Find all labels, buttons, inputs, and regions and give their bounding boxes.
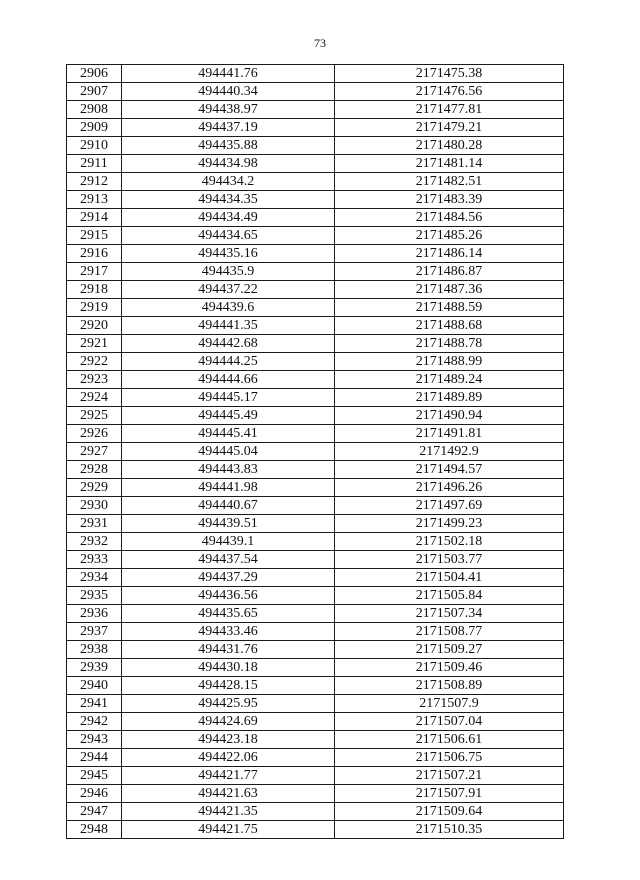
x-coordinate-cell: 494425.95: [122, 695, 335, 713]
y-coordinate-cell: 2171494.57: [335, 461, 564, 479]
table-row: [67, 209, 564, 227]
point-number-cell: 2923: [67, 371, 122, 389]
y-coordinate-cell: 2171488.78: [335, 335, 564, 353]
x-coordinate-cell: 494424.69: [122, 713, 335, 731]
y-coordinate-cell: 2171502.18: [335, 533, 564, 551]
x-coordinate-cell: 494421.35: [122, 803, 335, 821]
x-coordinate-cell: 494444.25: [122, 353, 335, 371]
y-coordinate-cell: 2171489.89: [335, 389, 564, 407]
x-coordinate-cell: 494435.9: [122, 263, 335, 281]
point-number-cell: 2946: [67, 785, 122, 803]
x-coordinate-cell: 494437.54: [122, 551, 335, 569]
table-row: [67, 101, 564, 119]
y-coordinate-cell: 2171507.04: [335, 713, 564, 731]
point-number-cell: 2910: [67, 137, 122, 155]
point-number-cell: 2916: [67, 245, 122, 263]
point-number-cell: 2924: [67, 389, 122, 407]
x-coordinate-cell: 494437.29: [122, 569, 335, 587]
point-number-cell: 2938: [67, 641, 122, 659]
x-coordinate-cell: 494435.65: [122, 605, 335, 623]
y-coordinate-cell: 2171475.38: [335, 65, 564, 83]
y-coordinate-cell: 2171508.89: [335, 677, 564, 695]
point-number-cell: 2919: [67, 299, 122, 317]
y-coordinate-cell: 2171506.61: [335, 731, 564, 749]
table-row: [67, 155, 564, 173]
x-coordinate-cell: 494423.18: [122, 731, 335, 749]
x-coordinate-cell: 494435.88: [122, 137, 335, 155]
point-number-cell: 2937: [67, 623, 122, 641]
table-row: [67, 479, 564, 497]
point-number-cell: 2915: [67, 227, 122, 245]
x-coordinate-cell: 494435.16: [122, 245, 335, 263]
x-coordinate-cell: 494434.35: [122, 191, 335, 209]
x-coordinate-cell: 494428.15: [122, 677, 335, 695]
point-number-cell: 2932: [67, 533, 122, 551]
table-row: [67, 65, 564, 83]
y-coordinate-cell: 2171476.56: [335, 83, 564, 101]
table-row: [67, 317, 564, 335]
x-coordinate-cell: 494431.76: [122, 641, 335, 659]
x-coordinate-cell: 494440.67: [122, 497, 335, 515]
y-coordinate-cell: 2171486.14: [335, 245, 564, 263]
x-coordinate-cell: 494445.04: [122, 443, 335, 461]
point-number-cell: 2939: [67, 659, 122, 677]
table-row: [67, 263, 564, 281]
x-coordinate-cell: 494441.35: [122, 317, 335, 335]
table-row: [67, 767, 564, 785]
point-number-cell: 2943: [67, 731, 122, 749]
table-row: [67, 623, 564, 641]
y-coordinate-cell: 2171509.64: [335, 803, 564, 821]
point-number-cell: 2929: [67, 479, 122, 497]
point-number-cell: 2936: [67, 605, 122, 623]
x-coordinate-cell: 494439.1: [122, 533, 335, 551]
point-number-cell: 2933: [67, 551, 122, 569]
x-coordinate-cell: 494430.18: [122, 659, 335, 677]
table-row: [67, 371, 564, 389]
table-row: [67, 173, 564, 191]
table-row: [67, 299, 564, 317]
y-coordinate-cell: 2171486.87: [335, 263, 564, 281]
table-row: [67, 425, 564, 443]
y-coordinate-cell: 2171504.41: [335, 569, 564, 587]
table-row: [67, 821, 564, 839]
point-number-cell: 2926: [67, 425, 122, 443]
table-row: [67, 245, 564, 263]
point-number-cell: 2918: [67, 281, 122, 299]
y-coordinate-cell: 2171492.9: [335, 443, 564, 461]
x-coordinate-cell: 494445.17: [122, 389, 335, 407]
y-coordinate-cell: 2171477.81: [335, 101, 564, 119]
y-coordinate-cell: 2171507.34: [335, 605, 564, 623]
y-coordinate-cell: 2171484.56: [335, 209, 564, 227]
x-coordinate-cell: 494438.97: [122, 101, 335, 119]
point-number-cell: 2927: [67, 443, 122, 461]
y-coordinate-cell: 2171479.21: [335, 119, 564, 137]
x-coordinate-cell: 494445.41: [122, 425, 335, 443]
y-coordinate-cell: 2171481.14: [335, 155, 564, 173]
table-row: [67, 677, 564, 695]
x-coordinate-cell: 494434.98: [122, 155, 335, 173]
point-number-cell: 2941: [67, 695, 122, 713]
y-coordinate-cell: 2171488.59: [335, 299, 564, 317]
y-coordinate-cell: 2171482.51: [335, 173, 564, 191]
x-coordinate-cell: 494441.76: [122, 65, 335, 83]
table-row: [67, 83, 564, 101]
table-row: [67, 569, 564, 587]
x-coordinate-cell: 494444.66: [122, 371, 335, 389]
point-number-cell: 2944: [67, 749, 122, 767]
point-number-cell: 2934: [67, 569, 122, 587]
y-coordinate-cell: 2171483.39: [335, 191, 564, 209]
x-coordinate-cell: 494421.75: [122, 821, 335, 839]
table-row: [67, 731, 564, 749]
table-row: [67, 227, 564, 245]
table-row: [67, 641, 564, 659]
point-number-cell: 2921: [67, 335, 122, 353]
table-row: [67, 749, 564, 767]
coordinates-table: [66, 64, 564, 839]
x-coordinate-cell: 494442.68: [122, 335, 335, 353]
table-row: [67, 515, 564, 533]
y-coordinate-cell: 2171499.23: [335, 515, 564, 533]
x-coordinate-cell: 494436.56: [122, 587, 335, 605]
table-row: [67, 533, 564, 551]
y-coordinate-cell: 2171505.84: [335, 587, 564, 605]
table-row: [67, 497, 564, 515]
y-coordinate-cell: 2171508.77: [335, 623, 564, 641]
y-coordinate-cell: 2171480.28: [335, 137, 564, 155]
table-row: [67, 335, 564, 353]
table-row: [67, 281, 564, 299]
table-row: [67, 137, 564, 155]
y-coordinate-cell: 2171507.21: [335, 767, 564, 785]
point-number-cell: 2945: [67, 767, 122, 785]
x-coordinate-cell: 494437.22: [122, 281, 335, 299]
table-row: [67, 785, 564, 803]
table-row: [67, 389, 564, 407]
point-number-cell: 2911: [67, 155, 122, 173]
y-coordinate-cell: 2171509.27: [335, 641, 564, 659]
y-coordinate-cell: 2171497.69: [335, 497, 564, 515]
y-coordinate-cell: 2171489.24: [335, 371, 564, 389]
point-number-cell: 2908: [67, 101, 122, 119]
point-number-cell: 2925: [67, 407, 122, 425]
y-coordinate-cell: 2171491.81: [335, 425, 564, 443]
table-row: [67, 695, 564, 713]
x-coordinate-cell: 494443.83: [122, 461, 335, 479]
point-number-cell: 2935: [67, 587, 122, 605]
table-row: [67, 587, 564, 605]
table-row: [67, 659, 564, 677]
table-row: [67, 803, 564, 821]
point-number-cell: 2909: [67, 119, 122, 137]
y-coordinate-cell: 2171496.26: [335, 479, 564, 497]
x-coordinate-cell: 494441.98: [122, 479, 335, 497]
table-row: [67, 443, 564, 461]
y-coordinate-cell: 2171507.9: [335, 695, 564, 713]
point-number-cell: 2906: [67, 65, 122, 83]
x-coordinate-cell: 494437.19: [122, 119, 335, 137]
y-coordinate-cell: 2171488.68: [335, 317, 564, 335]
y-coordinate-cell: 2171507.91: [335, 785, 564, 803]
y-coordinate-cell: 2171490.94: [335, 407, 564, 425]
page-number: 73: [314, 36, 326, 50]
y-coordinate-cell: 2171510.35: [335, 821, 564, 839]
point-number-cell: 2920: [67, 317, 122, 335]
point-number-cell: 2912: [67, 173, 122, 191]
y-coordinate-cell: 2171488.99: [335, 353, 564, 371]
x-coordinate-cell: 494421.77: [122, 767, 335, 785]
table-row: [67, 713, 564, 731]
x-coordinate-cell: 494421.63: [122, 785, 335, 803]
table-row: [67, 605, 564, 623]
y-coordinate-cell: 2171509.46: [335, 659, 564, 677]
point-number-cell: 2913: [67, 191, 122, 209]
table-row: [67, 119, 564, 137]
x-coordinate-cell: 494434.2: [122, 173, 335, 191]
x-coordinate-cell: 494445.49: [122, 407, 335, 425]
x-coordinate-cell: 494433.46: [122, 623, 335, 641]
table-row: [67, 191, 564, 209]
x-coordinate-cell: 494422.06: [122, 749, 335, 767]
x-coordinate-cell: 494434.65: [122, 227, 335, 245]
x-coordinate-cell: 494440.34: [122, 83, 335, 101]
point-number-cell: 2940: [67, 677, 122, 695]
y-coordinate-cell: 2171485.26: [335, 227, 564, 245]
x-coordinate-cell: 494434.49: [122, 209, 335, 227]
x-coordinate-cell: 494439.6: [122, 299, 335, 317]
y-coordinate-cell: 2171503.77: [335, 551, 564, 569]
point-number-cell: 2917: [67, 263, 122, 281]
point-number-cell: 2931: [67, 515, 122, 533]
point-number-cell: 2928: [67, 461, 122, 479]
point-number-cell: 2947: [67, 803, 122, 821]
point-number-cell: 2930: [67, 497, 122, 515]
point-number-cell: 2948: [67, 821, 122, 839]
table-row: [67, 407, 564, 425]
y-coordinate-cell: 2171506.75: [335, 749, 564, 767]
table-row: [67, 353, 564, 371]
coordinates-table-body: [67, 65, 564, 839]
point-number-cell: 2914: [67, 209, 122, 227]
table-row: [67, 551, 564, 569]
x-coordinate-cell: 494439.51: [122, 515, 335, 533]
point-number-cell: 2922: [67, 353, 122, 371]
point-number-cell: 2942: [67, 713, 122, 731]
y-coordinate-cell: 2171487.36: [335, 281, 564, 299]
table-row: [67, 461, 564, 479]
point-number-cell: 2907: [67, 83, 122, 101]
